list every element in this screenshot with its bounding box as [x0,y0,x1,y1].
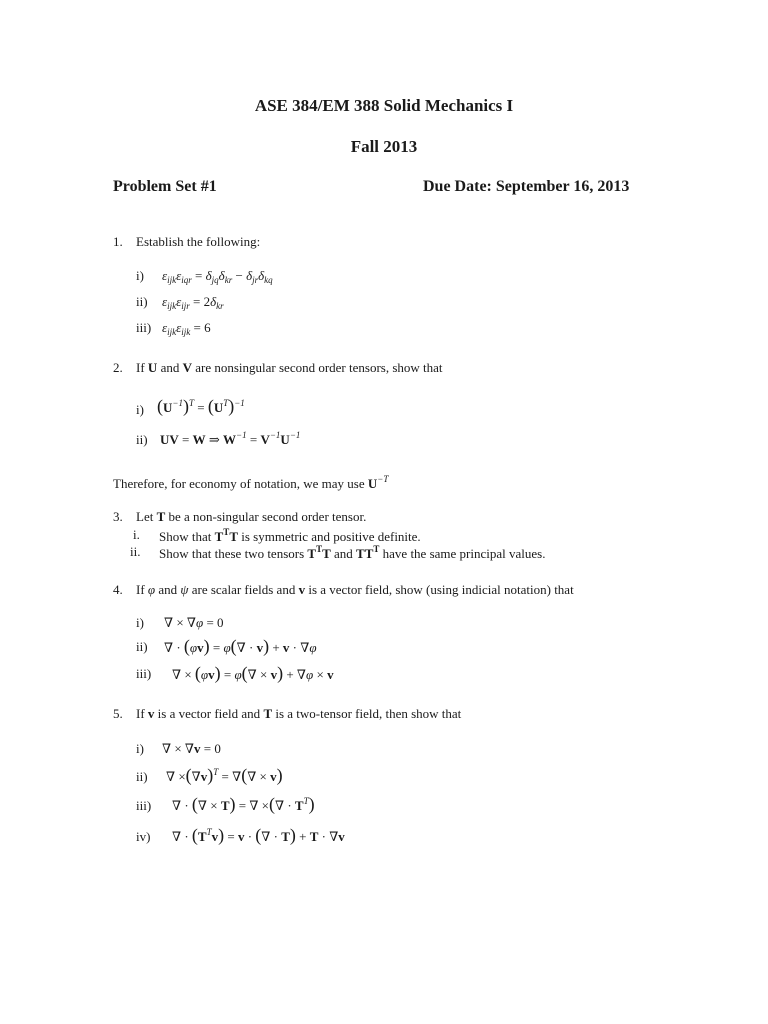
problem-5-equation-iii: ∇ · (∇ × T) = ∇ ×(∇ · $T^T$) [172,794,315,814]
problem-1-equation-i: $\varepsilon_{ijk}\varepsilon_{iqr} = \delta_{jq}\delta_{kr} - \delta_{jr}\delta_{kq}$ [162,268,273,285]
problem-3-item-ii: Show that these two tensors $T^TT$ and $TT^T$ have the same principal values. [159,544,546,561]
problem-5-equation-iv: ∇ · $(T^Tv) = v$ · (∇ · T) + T · ∇v [172,825,345,845]
problem-2-text: If U and V are nonsingular second order tensors, show that [136,360,443,375]
problem-3-number: 3. [113,509,123,524]
problem-2-equation-ii: UV = W ⇒ $W^{-1} = V^{-1}U^{-1}$ [160,430,301,447]
problem-3-label-ii: ii. [130,544,141,559]
term: Fall 2013 [350,137,418,156]
problem-3-label-i: i. [133,527,140,542]
problem-5-equation-i: ∇ × ∇v = 0 [162,741,221,756]
problem-5-label-iv: iv) [136,829,151,844]
problem-4-number: 4. [113,582,123,597]
problem-4-label-ii: ii) [136,639,148,654]
problem-1-label-i: i) [136,268,144,283]
problem-2-number: 2. [113,360,123,375]
course-title: ASE 384/EM 388 Solid Mechanics I [254,96,514,115]
problem-3-text: Let T be a non-singular second order tensor. [136,509,367,524]
problem-1-label-iii: iii) [136,320,152,335]
problem-2-label-ii: ii) [136,432,148,447]
problem-5-number: 5. [113,706,123,721]
due-date: Due Date: September 16, 2013 [423,178,630,195]
problem-2-equation-i: $(U^{-1})^T = (U^T)^{-1}$ [157,396,245,416]
problem-1-text: Establish the following: [136,234,261,249]
problem-4-label-i: i) [136,615,144,630]
problem-5-label-iii: iii) [136,798,152,813]
problem-4-text: If φ and ψ are scalar fields and v is a vector field, show (using indicial notation) that [136,582,574,597]
problem-1-label-ii: ii) [136,294,148,309]
problem-4-equation-i: ∇ × ∇φ = 0 [164,615,224,630]
problem-5-label-i: i) [136,741,144,756]
problem-1-number: 1. [113,234,123,249]
problem-1-equation-iii: $\varepsilon_{ijk}\varepsilon_{ijk} = 6$ [162,320,211,337]
problem-2-note: Therefore, for economy of notation, we may use $U^{-T}$ [113,474,389,491]
problem-5-equation-ii: ∇ $\times(\nabla v)^T$ = ∇(∇ × v) [166,765,283,785]
problem-4-equation-iii: ∇ × (φv) = φ(∇ × v) + ∇φ × v [172,663,334,683]
problem-4-equation-ii: ∇ · (φv) = φ(∇ · v) + v · ∇φ [164,636,317,656]
problem-2-label-i: i) [136,402,144,417]
problem-1-equation-ii: $\varepsilon_{ijk}\varepsilon_{ijr} = 2\delta_{kr}$ [162,294,224,311]
problem-4-label-iii: iii) [136,666,152,681]
problem-set-label: Problem Set #1 [113,178,217,195]
problem-5-text: If v is a vector field and T is a two-tensor field, then show that [136,706,462,721]
problem-3-item-i: Show that $T^TT$ is symmetric and positive definite. [159,527,421,544]
problem-5-label-ii: ii) [136,769,148,784]
